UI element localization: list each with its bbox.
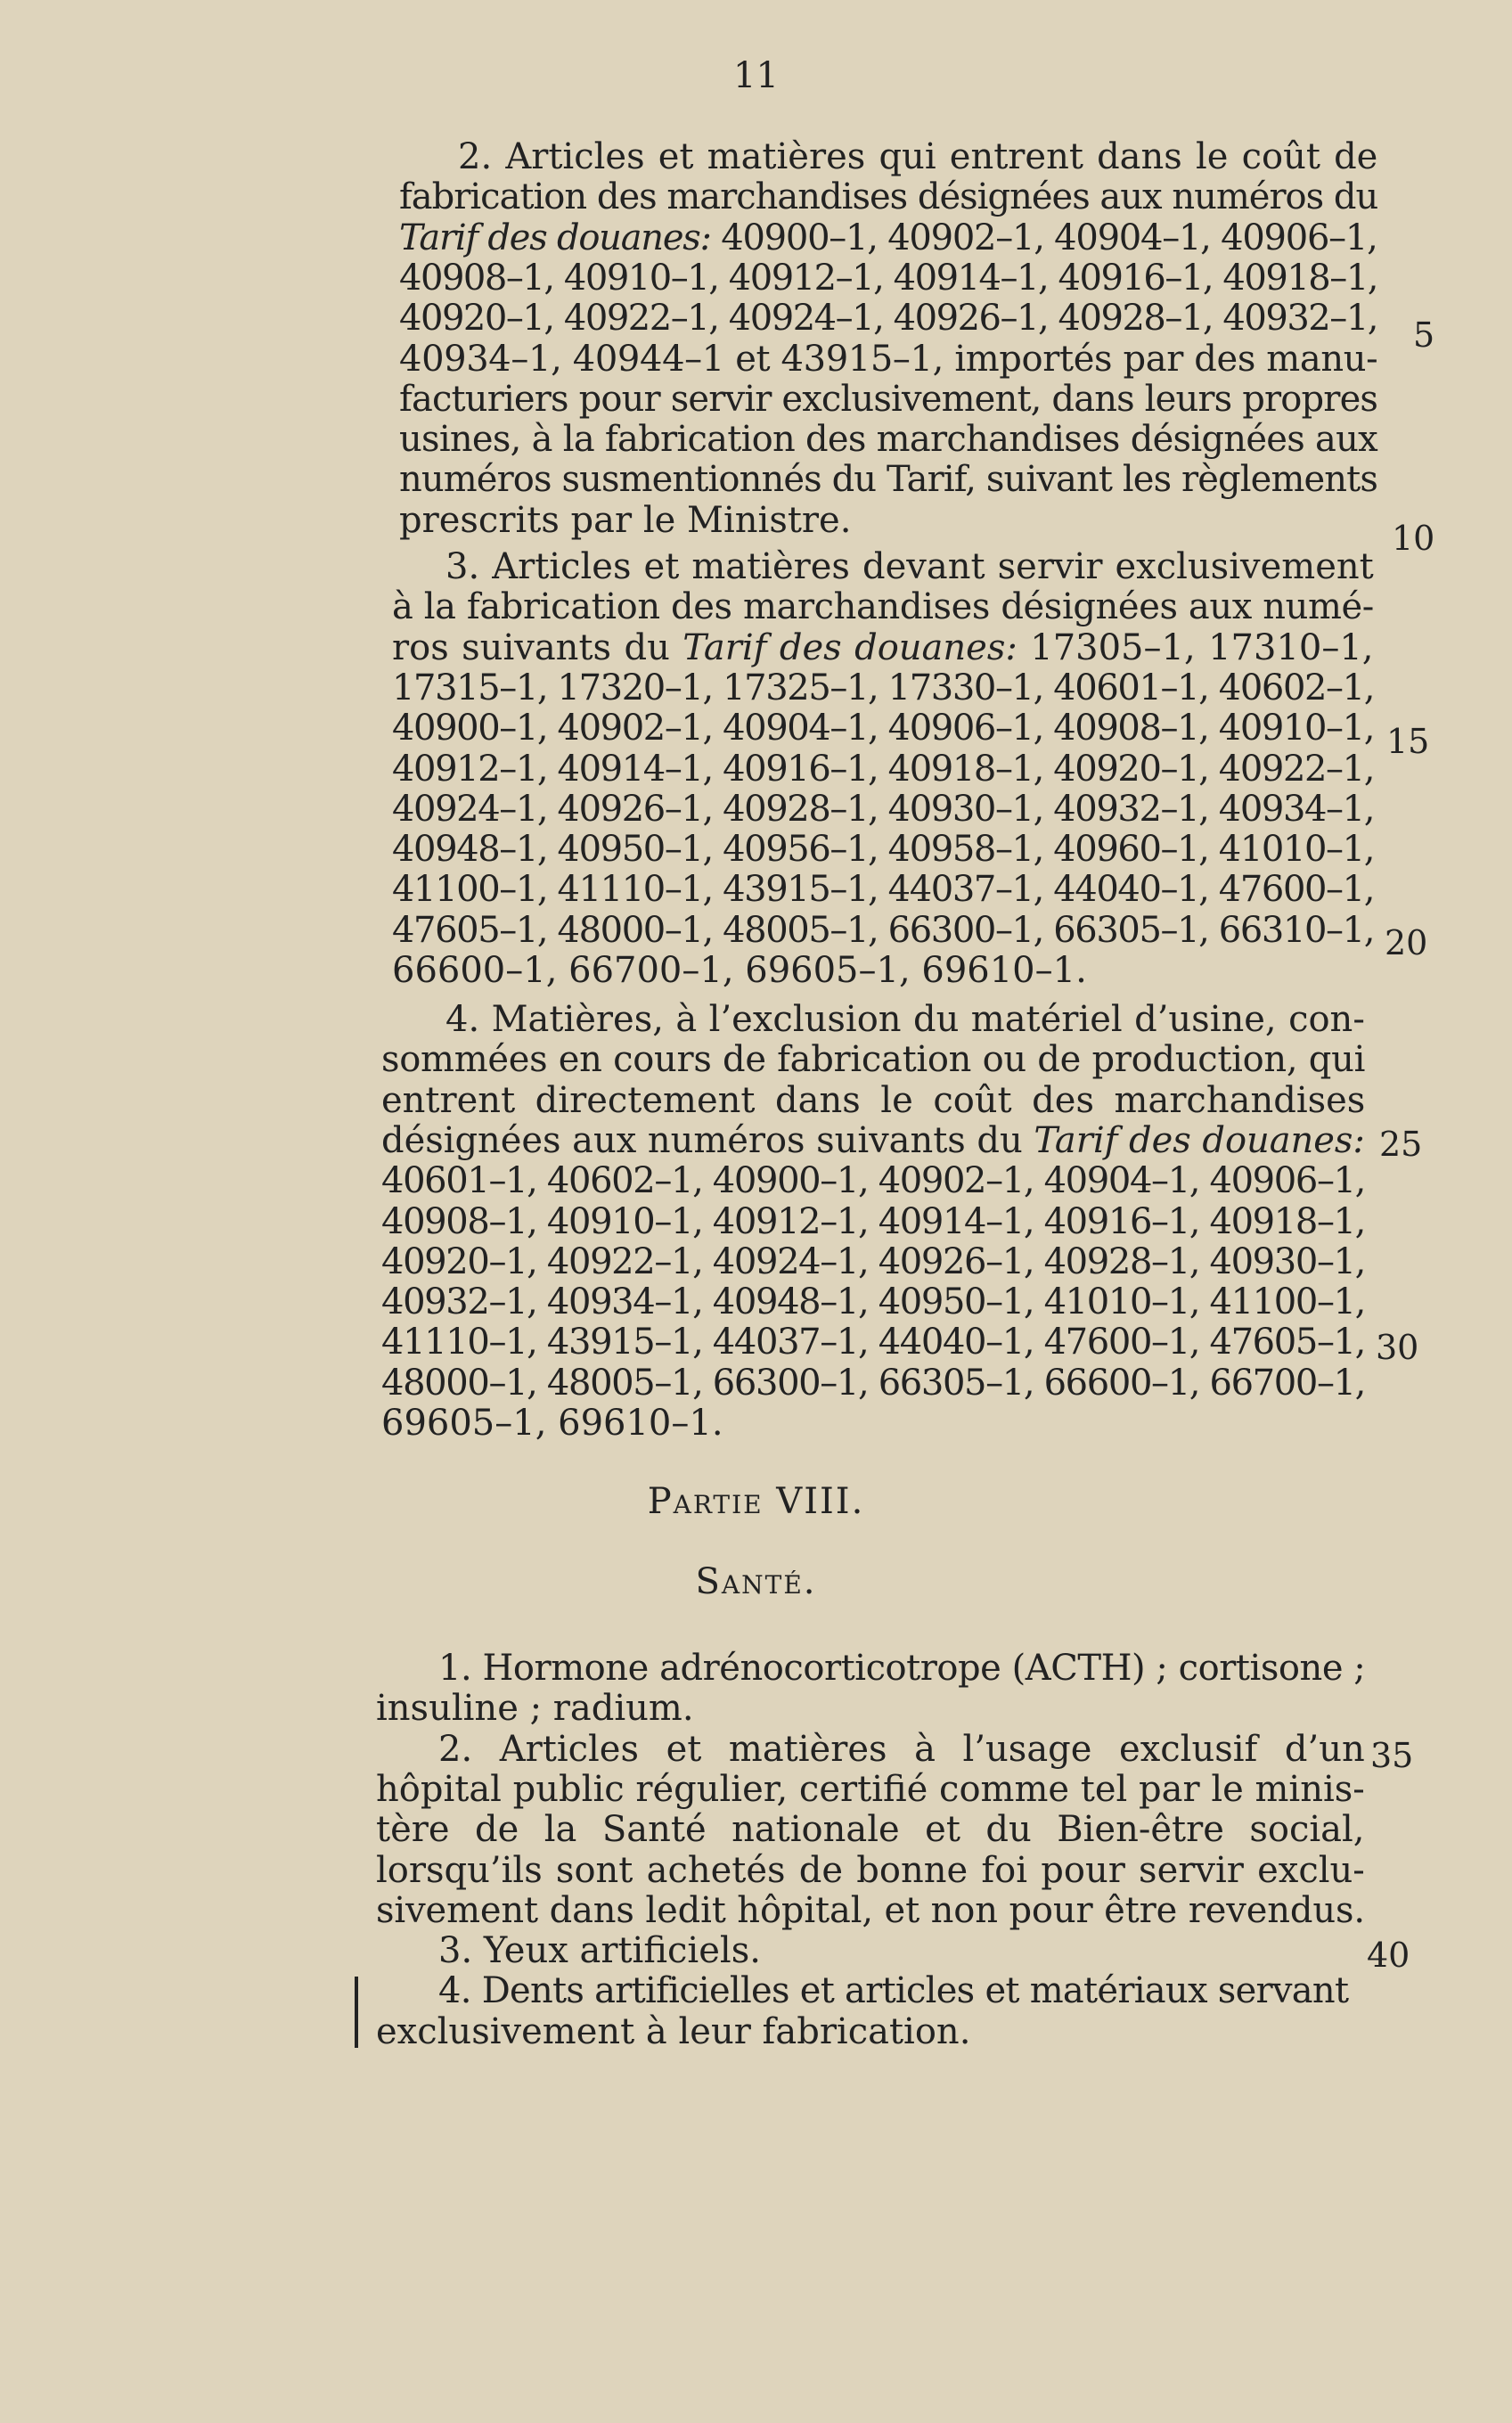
line-number: 10 bbox=[1392, 519, 1435, 558]
text-line: 40934–1, 40944–1 et 43915–1, importés par des manu- bbox=[399, 338, 1378, 380]
text-line: à la fabrication des marchandises désignées aux numé- bbox=[392, 586, 1374, 628]
text-line: exclusivement à leur fabrication. bbox=[376, 2010, 971, 2052]
text-line: 2. Articles et matières qui entrent dans le coût de bbox=[458, 136, 1378, 177]
text-line: 1. Hormone adrénocorticotrope (ACTH) ; cortisone ; bbox=[438, 1648, 1366, 1689]
text-line: 2. Articles et matières à l’usage exclusif d’un bbox=[438, 1728, 1365, 1770]
text-line: 4. Dents artificielles et articles et matériaux servant bbox=[438, 1970, 1349, 2012]
text-line: 41100–1, 41110–1, 43915–1, 44037–1, 44040–1, 47600–1, bbox=[392, 869, 1375, 911]
text-line: tère de la Santé nationale et du Bien-être social, bbox=[376, 1809, 1365, 1851]
text-line: facturiers pour servir exclusivement, dans leurs propres bbox=[399, 378, 1378, 420]
text-line: 40924–1, 40926–1, 40928–1, 40930–1, 40932–1, 40934–1, bbox=[392, 788, 1375, 830]
margin-bar bbox=[355, 1977, 358, 2048]
text-line: 40908–1, 40910–1, 40912–1, 40914–1, 40916–1, 40918–1, bbox=[381, 1200, 1366, 1242]
text-line: Tarif des douanes: 40900–1, 40902–1, 40904–1, 40906–1, bbox=[399, 217, 1377, 258]
text-line: 3. Articles et matières devant servir exclusivement bbox=[445, 546, 1374, 587]
text-line: insuline ; radium. bbox=[376, 1688, 694, 1730]
text-line: entrent directement dans le coût des marchandises bbox=[381, 1079, 1366, 1121]
text-line: 40920–1, 40922–1, 40924–1, 40926–1, 40928–1, 40930–1, bbox=[381, 1240, 1366, 1282]
line-number: 20 bbox=[1385, 923, 1428, 962]
text-line: numéros susmentionnés du Tarif, suivant les règlements bbox=[399, 459, 1377, 501]
line-number: 5 bbox=[1413, 315, 1435, 355]
text-line: 3. Yeux artificiels. bbox=[438, 1930, 761, 1972]
text-line: 17315–1, 17320–1, 17325–1, 17330–1, 40601–1, 40602–1, bbox=[392, 667, 1375, 708]
text-line: 40601–1, 40602–1, 40900–1, 40902–1, 40904–1, 40906–1, bbox=[381, 1160, 1366, 1202]
line-number: 15 bbox=[1386, 722, 1430, 761]
text-line: sivement dans ledit hôpital, et non pour être revendus. bbox=[376, 1889, 1365, 1931]
text-line: 69605–1, 69610–1. bbox=[381, 1403, 723, 1444]
text-line: fabrication des marchandises désignées aux numéros du bbox=[399, 176, 1378, 218]
line-number: 30 bbox=[1376, 1328, 1419, 1367]
text-line: hôpital public régulier, certifié comme tel par le minis- bbox=[376, 1768, 1365, 1810]
text-line: lorsqu’ils sont achetés de bonne foi pour servir exclu- bbox=[376, 1849, 1365, 1891]
text-line: 48000–1, 48005–1, 66300–1, 66305–1, 66600–1, 66700–1, bbox=[381, 1362, 1366, 1404]
part-heading: Partie VIII. bbox=[647, 1481, 865, 1522]
line-number: 25 bbox=[1379, 1125, 1423, 1164]
line-number: 40 bbox=[1367, 1936, 1410, 1975]
text-line: 40920–1, 40922–1, 40924–1, 40926–1, 40928–1, 40932–1, bbox=[399, 298, 1378, 340]
section-heading: Santé. bbox=[695, 1561, 817, 1602]
text-line: ros suivants du Tarif des douanes: 17305–1, 17310–1, bbox=[392, 626, 1374, 668]
text-line: 40948–1, 40950–1, 40956–1, 40958–1, 40960–1, 41010–1, bbox=[392, 829, 1375, 871]
text-line: 4. Matières, à l’exclusion du matériel d’usine, con- bbox=[445, 999, 1365, 1040]
text-line: 40900–1, 40902–1, 40904–1, 40906–1, 40908–1, 40910–1, bbox=[392, 708, 1375, 749]
text-line: désignées aux numéros suivants du Tarif des douanes: bbox=[381, 1119, 1365, 1161]
text-line: 47605–1, 48000–1, 48005–1, 66300–1, 66305–1, 66310–1, bbox=[392, 909, 1375, 951]
text-line: usines, à la fabrication des marchandises désignées aux bbox=[399, 419, 1377, 461]
text-line: 40912–1, 40914–1, 40916–1, 40918–1, 40920–1, 40922–1, bbox=[392, 748, 1375, 790]
text-line: prescrits par le Ministre. bbox=[399, 499, 852, 541]
text-line: 66600–1, 66700–1, 69605–1, 69610–1. bbox=[392, 950, 1087, 991]
text-line: 41110–1, 43915–1, 44037–1, 44040–1, 47600–1, 47605–1, bbox=[381, 1322, 1366, 1363]
line-number: 35 bbox=[1370, 1736, 1414, 1775]
text-line: sommées en cours de fabrication ou de production, qui bbox=[381, 1039, 1366, 1081]
text-line: 40932–1, 40934–1, 40948–1, 40950–1, 41010–1, 41100–1, bbox=[381, 1281, 1366, 1323]
page-number: 11 bbox=[733, 55, 779, 96]
text-line: 40908–1, 40910–1, 40912–1, 40914–1, 40916–1, 40918–1, bbox=[399, 257, 1378, 299]
